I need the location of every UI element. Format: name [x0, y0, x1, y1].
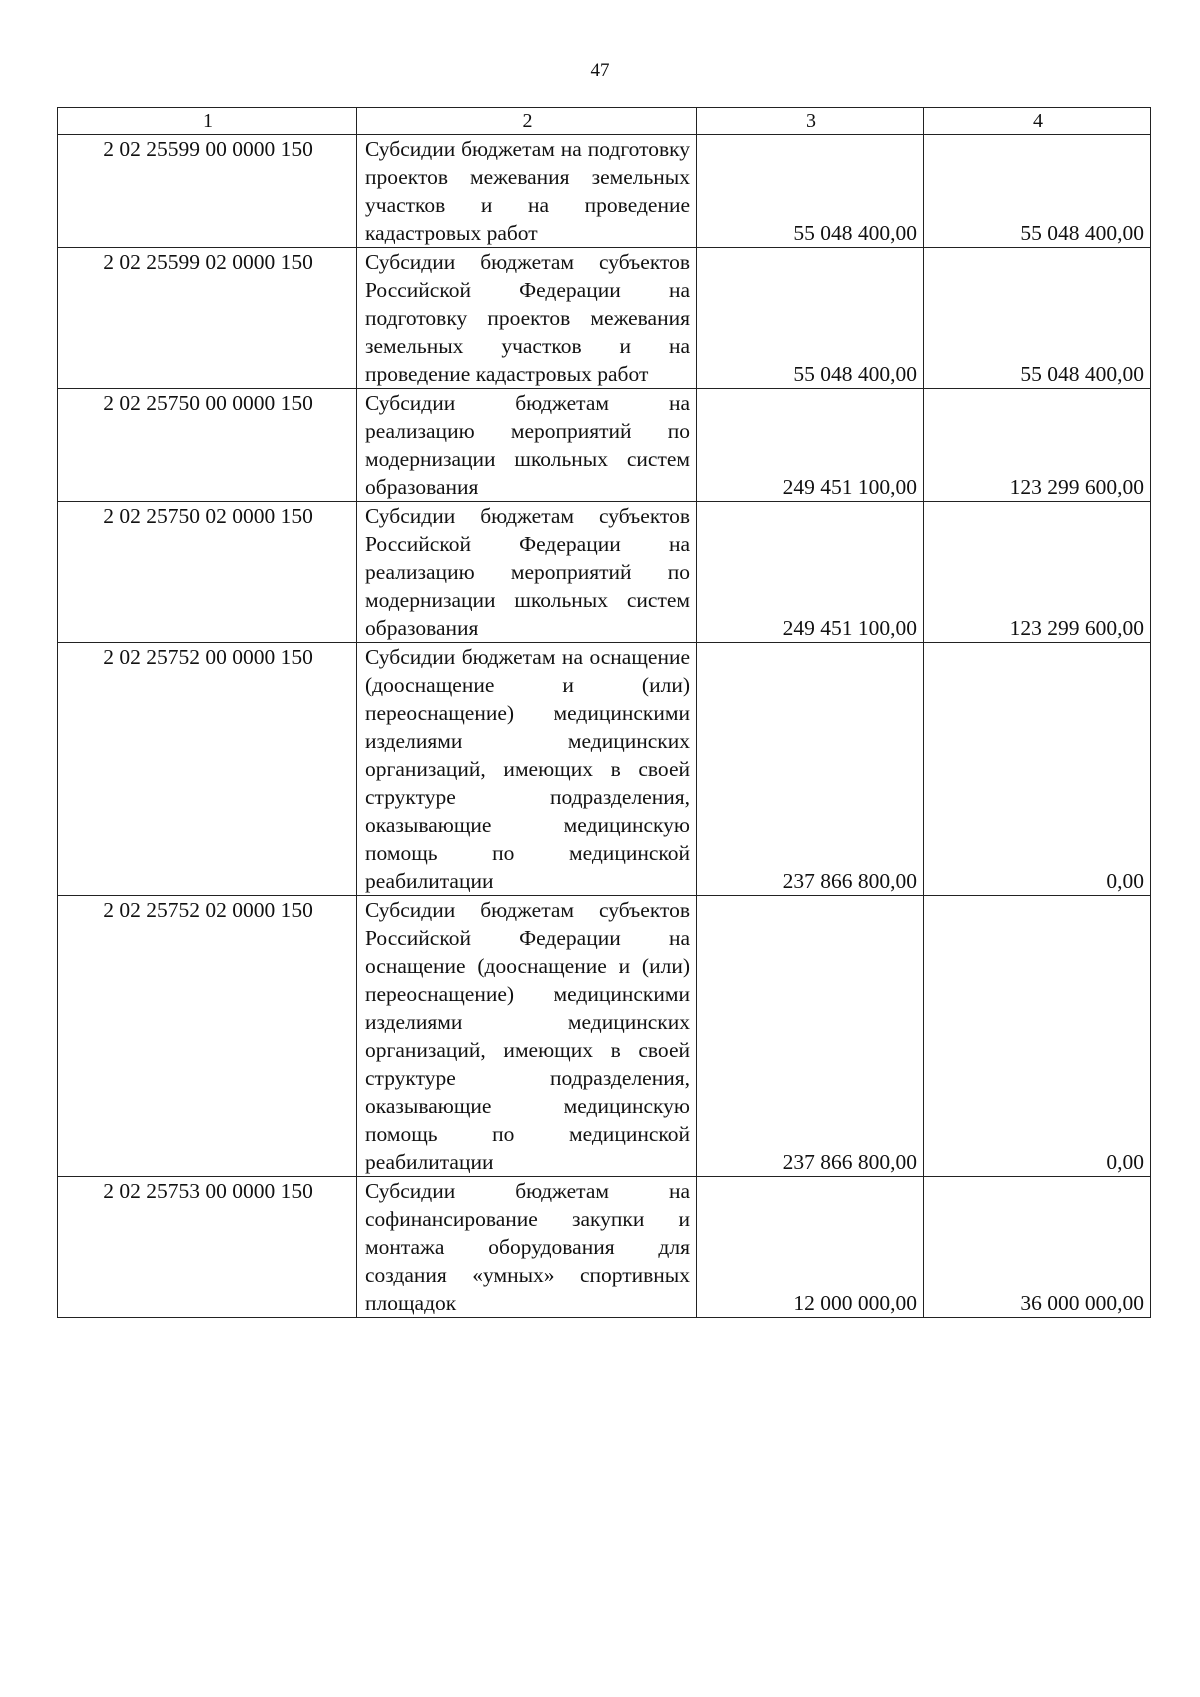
header-col-4: 4	[924, 108, 1151, 135]
amount-col-3: 237 866 800,00	[697, 643, 924, 896]
amount-col-3: 237 866 800,00	[697, 896, 924, 1177]
table-row	[58, 502, 1151, 643]
budget-code: 2 02 25599 00 0000 150	[58, 135, 357, 248]
item-name: Субсидии бюджетам на реализацию мероприятий по модернизации школьных систем образования	[357, 389, 697, 502]
budget-code: 2 02 25752 00 0000 150	[58, 643, 357, 896]
table-row	[58, 643, 1151, 896]
header-col-2: 2	[357, 108, 697, 135]
table-row	[58, 135, 1151, 248]
item-name: Субсидии бюджетам на подготовку проектов межевания земельных участков и на проведение кадастровых работ	[357, 135, 697, 248]
item-name: Субсидии бюджетам субъектов Российской Федерации на реализацию мероприятий по модернизации школьных систем образования	[357, 502, 697, 643]
table-row	[58, 248, 1151, 389]
amount-col-3: 55 048 400,00	[697, 248, 924, 389]
amount-col-3: 249 451 100,00	[697, 502, 924, 643]
budget-code: 2 02 25750 02 0000 150	[58, 502, 357, 643]
header-col-3: 3	[697, 108, 924, 135]
table-row	[58, 1177, 1151, 1318]
item-name: Субсидии бюджетам субъектов Российской Федерации на оснащение (дооснащение и (или) переоснащение) медицинскими изделиями медицинских организаций, имеющих в своей структуре подразделения, оказывающие медицинскую помощь по медицинской реабилитации	[357, 896, 697, 1177]
table-row	[58, 896, 1151, 1177]
item-name: Субсидии бюджетам на софинансирование закупки и монтажа оборудования для создания «умных» спортивных площадок	[357, 1177, 697, 1318]
amount-col-4: 123 299 600,00	[924, 389, 1151, 502]
amount-col-4: 0,00	[924, 643, 1151, 896]
budget-code: 2 02 25752 02 0000 150	[58, 896, 357, 1177]
amount-col-3: 249 451 100,00	[697, 389, 924, 502]
page-number: 47	[590, 60, 610, 81]
item-name: Субсидии бюджетам субъектов Российской Федерации на подготовку проектов межевания земельных участков и на проведение кадастровых работ	[357, 248, 697, 389]
amount-col-3: 55 048 400,00	[697, 135, 924, 248]
item-name: Субсидии бюджетам на оснащение (дооснащение и (или) переоснащение) медицинскими изделиями медицинских организаций, имеющих в своей структуре подразделения, оказывающие медицинскую помощь по медицинской реабилитации	[357, 643, 697, 896]
budget-table	[57, 107, 1151, 1318]
budget-code: 2 02 25599 02 0000 150	[58, 248, 357, 389]
header-row	[58, 108, 1151, 135]
amount-col-4: 0,00	[924, 896, 1151, 1177]
amount-col-4: 123 299 600,00	[924, 502, 1151, 643]
amount-col-4: 55 048 400,00	[924, 135, 1151, 248]
table-row	[58, 389, 1151, 502]
amount-col-3: 12 000 000,00	[697, 1177, 924, 1318]
budget-code: 2 02 25753 00 0000 150	[58, 1177, 357, 1318]
budget-code: 2 02 25750 00 0000 150	[58, 389, 357, 502]
header-col-1: 1	[58, 108, 357, 135]
amount-col-4: 55 048 400,00	[924, 248, 1151, 389]
amount-col-4: 36 000 000,00	[924, 1177, 1151, 1318]
